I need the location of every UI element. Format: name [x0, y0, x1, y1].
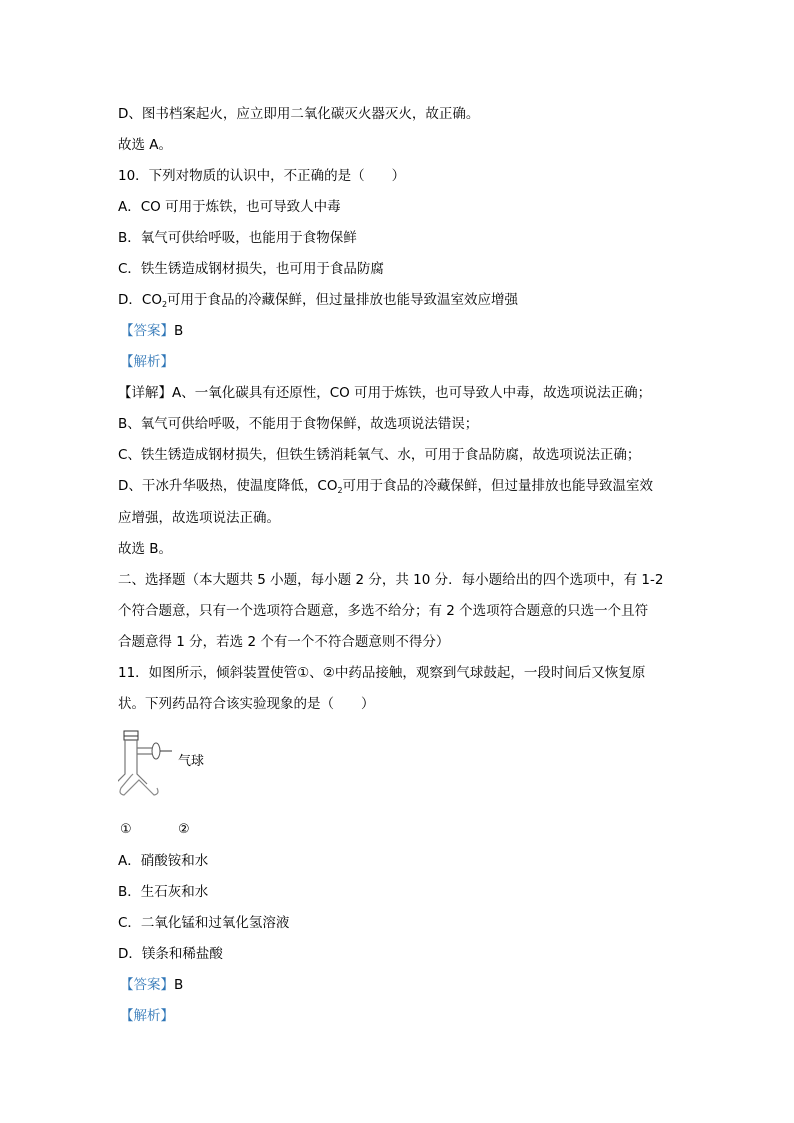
section2-instructions-3: 合题意得 1 分，若选 2 个有一个不符合题意则不得分）: [118, 634, 450, 650]
q11-option-a: A．硝酸铵和水: [118, 853, 209, 869]
text: A、一氧化碳具有还原性，CO 可用于炼铁，也可导致人中毒，故选项说法正确；: [172, 385, 652, 401]
answer-value: B: [174, 323, 184, 339]
tube-1-label: ①: [120, 822, 132, 837]
q10-stem: 10．下列对物质的认识中，不正确的是（ ）: [118, 168, 406, 184]
section2-instructions-1: 二、选择题（本大题共 5 小题，每小题 2 分，共 10 分．每小题给出的四个选项中，有 1-2: [118, 572, 664, 588]
q11-answer: [120, 976, 183, 994]
answer-label: 【答案】: [120, 323, 174, 339]
q10-detail-d-cont: 应增强，故选项说法正确。: [118, 510, 280, 526]
q10-detail-b: B、氧气可供给呼吸，不能用于食物保鲜，故选项说法错误；: [118, 416, 479, 432]
tube-2-label: ②: [178, 822, 190, 837]
subscript: 2: [337, 486, 343, 495]
q11-stem-2: 状。下列药品符合该实验现象的是（ ）: [118, 696, 375, 712]
subscript: 2: [161, 300, 168, 309]
q10-detail-d: [118, 477, 653, 500]
answer-label: 【答案】: [120, 977, 174, 993]
q10-choice: 故选 B。: [118, 541, 173, 557]
text: D、干冰升华吸热，使温度降低，CO: [118, 478, 338, 494]
text: D．CO: [118, 292, 162, 308]
q9-choice: 故选 A。: [118, 137, 173, 153]
q10-option-a: A．CO 可用于炼铁，也可导致人中毒: [118, 199, 341, 215]
q11-option-c: C．二氧化锰和过氧化氢溶液: [118, 915, 290, 931]
text: 可用于食品的冷藏保鲜，但过量排放也能导致温室效应增强: [167, 292, 519, 308]
q9-option-d-explanation: D、图书档案起火，应立即用二氧化碳灭火器灭火，故正确。: [118, 106, 480, 122]
balloon-label: 气球: [178, 754, 205, 769]
q11-stem-1: 11．如图所示，倾斜装置使管①、②中药品接触，观察到气球鼓起，一段时间后又恢复原: [118, 665, 646, 681]
answer-value: B: [174, 977, 184, 993]
detail-label: 【详解】: [118, 385, 172, 401]
text: 可用于食品的冷藏保鲜，但过量排放也能导致温室效: [342, 478, 654, 494]
q10-detail-a: [118, 384, 651, 402]
section2-instructions-2: 个符合题意，只有一个选项符合题意，多选不给分；有 2 个选项符合题意的只选一个且符: [118, 603, 649, 619]
balloon: [152, 743, 160, 759]
q11-option-b: B．生石灰和水: [118, 884, 209, 900]
q10-detail-c: C、铁生锈造成钢材损失，但铁生锈消耗氧气、水，可用于食品防腐，故选项说法正确；: [118, 447, 641, 463]
q11-option-d: D．镁条和稀盐酸: [118, 946, 223, 962]
q10-answer: [120, 322, 183, 340]
q10-option-b: B．氧气可供给呼吸，也能用于食物保鲜: [118, 230, 357, 246]
q10-option-c: C．铁生锈造成钢材损失，也可用于食品防腐: [118, 261, 384, 277]
q11-analysis-label: 【解析】: [120, 1008, 174, 1024]
q10-analysis-label: 【解析】: [120, 354, 174, 370]
q11-apparatus-figure: [118, 728, 248, 844]
q10-option-d: [118, 291, 518, 314]
